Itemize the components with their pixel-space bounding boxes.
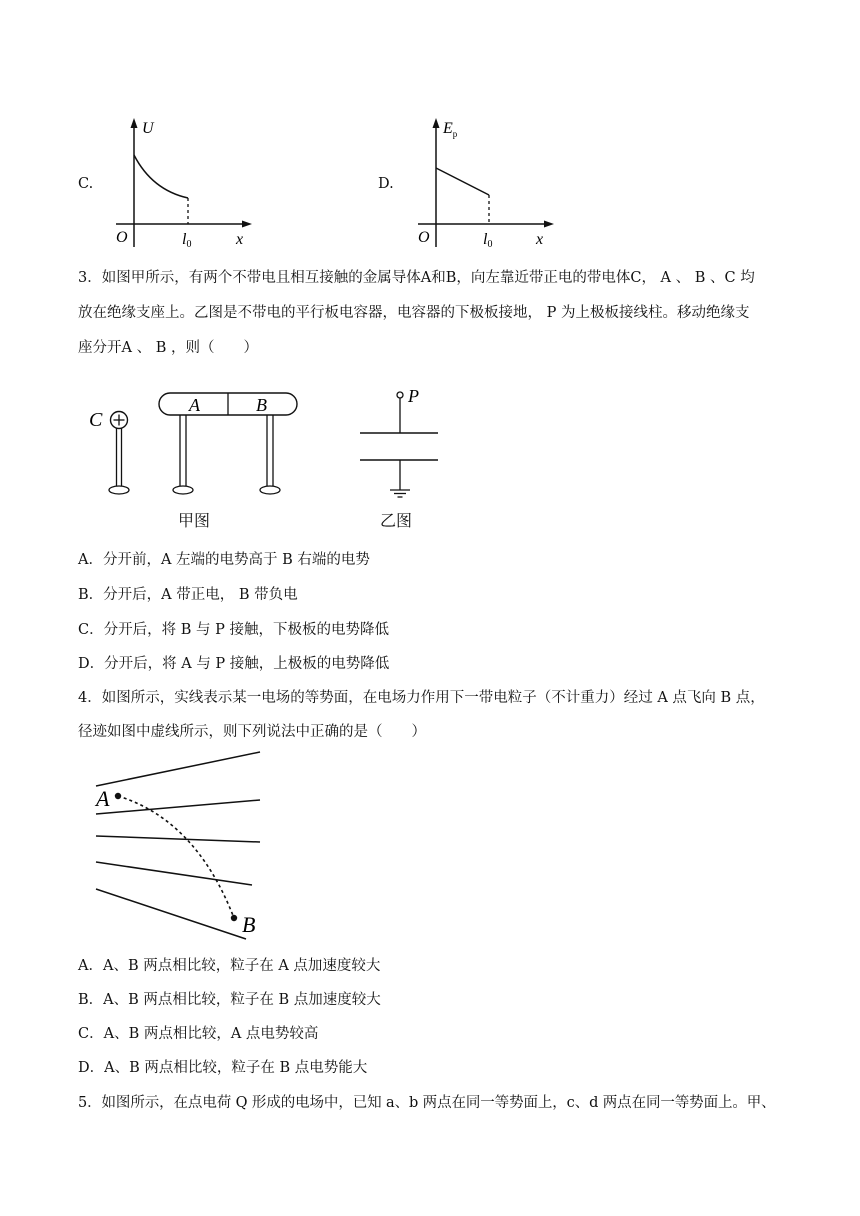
q4-option-d: D．A、B 两点相比较，粒子在 B 点电势能大 [78,1060,368,1076]
graph-d-y-label: $E_p$ [443,120,458,139]
point-a-dot [115,793,121,799]
option-c-label: C. [78,176,94,192]
equipotential-line-5 [96,889,246,939]
q3-option-d: D．分开后，将 A 与 P 接触，上极板的电势降低 [78,656,390,672]
q4-option-c: C．A、B 两点相比较，A 点电势较高 [78,1026,319,1042]
q4-option-a: A．A、B 两点相比较，粒子在 A 点加速度较大 [78,958,381,974]
graph-c-l0-label: l0 [182,231,192,250]
q4-stem-line2: 径迹如图中虚线所示，则下列说法中正确的是（ ） [78,724,426,740]
graph-d-y-arrow [433,118,440,128]
graph-d-line [436,168,489,195]
equipotential-line-4 [96,862,252,885]
graph-d-x-arrow [544,221,554,228]
stand-a-base [173,486,193,494]
q5-stem-line1: 5．如图所示，在点电荷 Q 形成的电场中，已知 a、b 两点在同一等势面上，c、d 两点在同一等势面上。甲、 [78,1095,776,1111]
graph-c-origin-label: O [116,229,128,246]
terminal-p-label: P [408,388,419,406]
figure-jia-caption: 甲图 [178,511,211,530]
q3-option-a: A．分开前，A 左端的电势高于 B 右端的电势 [78,552,370,568]
equipotential-line-2 [96,800,260,814]
graph-c [110,112,260,252]
graph-c-y-label: U [142,120,154,137]
q3-stem-line3: 座分开A 、 B ，则（ ） [78,340,258,356]
figure-equipotential [86,748,276,948]
equipotential-line-1 [96,752,260,786]
figure-yi-caption: 乙图 [380,511,413,530]
graph-c-x-label: x [236,231,244,248]
graph-d [412,112,562,252]
q3-stem-line2: 放在绝缘支座上。乙图是不带电的平行板电容器，电容器的下极板接地， P 为上极板接线柱。移动绝缘支 [78,305,750,321]
point-b-dot [231,915,237,921]
figure-yi [350,388,460,508]
terminal-p [397,392,403,398]
particle-trajectory [118,796,234,918]
q3-option-c: C．分开后，将 B 与 P 接触，下极板的电势降低 [78,622,389,638]
stand-b-base [260,486,280,494]
graph-d-x-label: x [536,231,544,248]
option-d-label: D. [378,176,394,192]
q4-stem-line1: 4．如图所示，实线表示某一电场的等势面，在电场力作用下一带电粒子（不计重力）经过 A 点飞向 B 点， [78,690,765,706]
graph-c-curve [134,155,188,198]
graph-c-y-arrow [131,118,138,128]
graph-d-l0-label: l0 [483,231,493,250]
graph-c-x-arrow [242,221,252,228]
q3-stem-line1: 3．如图甲所示，有两个不带电且相互接触的金属导体A和B，向左靠近带正电的带电体C， A 、 B 、C 均 [78,270,755,286]
stand-c-base [109,486,129,494]
point-b-label: B [242,912,256,937]
charge-c-label: C [89,409,103,431]
q3-option-b: B．分开后，A 带正电， B 带负电 [78,587,298,603]
conductor-b-label: B [256,395,267,415]
q4-option-b: B．A、B 两点相比较，粒子在 B 点加速度较大 [78,992,381,1008]
graph-d-origin-label: O [418,229,430,246]
conductor-a-label: A [189,395,200,415]
equipotential-line-3 [96,836,260,842]
point-a-label: A [96,786,110,811]
